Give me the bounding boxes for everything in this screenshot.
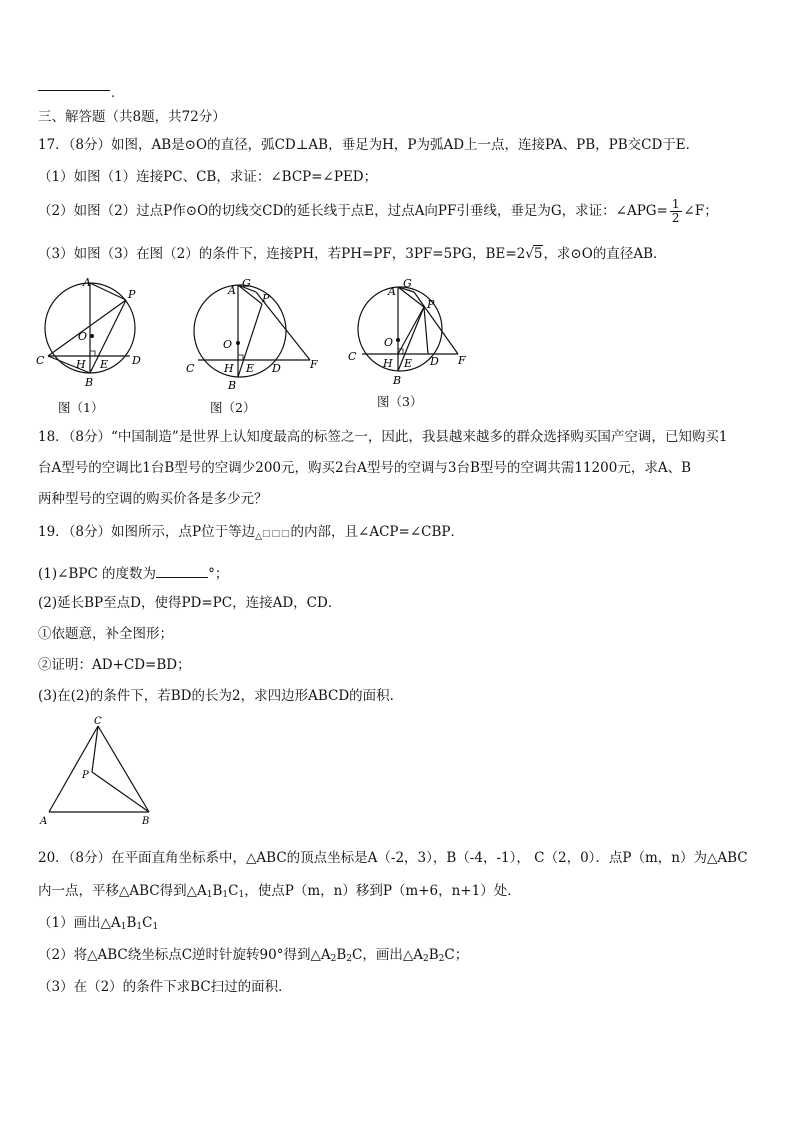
fig2-right-angle-mark (238, 355, 243, 360)
q19-answer-blank (156, 564, 208, 578)
fig2-label-b: B (228, 379, 237, 392)
q20-part2-sub-1: 2 (330, 954, 337, 964)
fig1-segment-pa (90, 283, 126, 300)
q20-part1-text-b: B (126, 915, 137, 931)
q17-figure-1 (30, 278, 160, 398)
fig1-label-a: A (83, 278, 91, 289)
fig2-label-o: O (223, 338, 233, 351)
fig1-center-dot (90, 334, 94, 338)
q19-stem-text-a: 19．（8分）如图所示，点P位于等边 (38, 524, 256, 540)
q18-line-3: 两种型号的空调的购买价各是多少元？ (38, 491, 268, 507)
q19-label-c: C (94, 716, 102, 727)
q18-line-1: 18．（8分）“中国制造”是世界上认知度最高的标签之一，因此，我县越来越多的群众选择购买国产空调，已知购买1 (38, 429, 728, 445)
fig2-label-c: C (186, 362, 195, 375)
q19-part1-text-b: °； (208, 566, 229, 582)
fig3-label-g: G (403, 277, 412, 290)
q17-part3-text-b: ，求⊙O的直径AB． (543, 246, 667, 262)
q20-part1-sub-2: 1 (136, 922, 143, 932)
q17-part2 (38, 198, 718, 225)
fig3-label-e: E (404, 357, 413, 370)
fig1-segment-pc (48, 300, 126, 356)
q20-part2-text-e: C； (444, 947, 469, 963)
fig3-segment-pd (424, 307, 428, 354)
fig3-label-o: O (384, 336, 394, 349)
q19-segment-cp (92, 726, 98, 772)
q17-part3-text-a: （3）如图（3）在图（2）的条件下，连接PH，若PH=PF，3PF=5PG，BE=2 (38, 246, 526, 262)
blank-period: . (111, 86, 116, 101)
q20-line2-text-d: ，使点P（m，n）移到P（m+6，n+1）处． (244, 883, 521, 899)
fraction-numerator: 1 (671, 197, 680, 211)
q19-part2-i: ①依题意，补全图形； (38, 626, 173, 642)
q20-part2-text-d: B (428, 947, 439, 963)
q19-stem (38, 523, 464, 546)
q20-line2-sub-2: 1 (222, 890, 229, 900)
fig3-label-h: H (383, 357, 393, 370)
fig2-label-g: G (242, 277, 251, 290)
q20-part2-text-a: （2）将△ABC绕坐标点C逆时针旋转90°得到△A (38, 947, 331, 963)
q19-label-b: B (142, 816, 150, 827)
q20-part3: （3）在（2）的条件下求BC扫过的面积． (38, 979, 292, 995)
fig2-label-d: D (272, 362, 281, 375)
q17-figure-2 (178, 276, 328, 401)
q17-part2-text-b: ∠F； (683, 203, 718, 219)
q20-part2-sub-4: 2 (438, 954, 445, 964)
q19-part2: (2)延长BP至点D，使得PD=PC，连接AD，CD． (38, 595, 342, 611)
fig1-right-angle-mark (90, 351, 95, 356)
fig1-label-e: E (100, 358, 109, 371)
fig3-segment-ph (398, 307, 424, 354)
fig2-label-a: A (228, 284, 236, 297)
q18-line-2: 台A型号的空调比1台B型号的空调少200元，购买2台A型号的空调与3台B型号的空调共需11200元，求A、B (38, 460, 691, 476)
fig1-label-o: O (78, 330, 88, 343)
q17-part3 (38, 245, 667, 263)
fig1-label-d: D (132, 354, 141, 367)
q19-triangle-symbol: △ (255, 532, 263, 542)
q20-part2-text-c: C，画出△A (352, 947, 423, 963)
q17-figure-3 (340, 274, 480, 394)
q20-part2-text-b: B (336, 947, 347, 963)
q17-stem: 17．（8分）如图，AB是⊙O的直径，弧CD⊥AB，垂足为H，P为弧AD上一点，连接PA、PB，PB交CD于E． (38, 137, 700, 153)
q20-line-2 (38, 882, 521, 904)
fig1-label-p: P (128, 288, 136, 301)
fig1-label-b: B (85, 376, 94, 389)
q20-part1-text-a: （1）画出△A (38, 915, 121, 931)
sqrt-symbol: √ (525, 246, 534, 262)
q17-part2-text-a: （2）如图（2）过点P作⊙O的切线交CD的延长线于点E，过点A向PF引垂线，垂足为G，求证：∠APG= (38, 203, 668, 219)
fig3-label-c: C (348, 350, 357, 363)
q20-part2 (38, 946, 468, 968)
fig3-label-f: F (458, 354, 466, 367)
fig2-label-e: E (246, 362, 255, 375)
q20-line2-sub-3: 1 (238, 890, 245, 900)
q19-side-bc (98, 726, 149, 812)
fig2-label-h: H (224, 362, 234, 375)
fig3-label-a: A (388, 285, 396, 298)
q20-line2-sub-1: 1 (206, 890, 213, 900)
fig2-center-dot (236, 341, 240, 345)
q20-line2-text-c: C (228, 883, 239, 899)
q19-missing-glyphs: □□□ (262, 529, 291, 539)
q17-part1: （1）如图（1）连接PC、CB，求证：∠BCP=∠PED； (38, 169, 378, 185)
previous-answer-blank (38, 90, 110, 91)
half-fraction (670, 198, 682, 225)
q19-part1-text-a: (1)∠BPC 的度数为 (38, 566, 157, 582)
q20-line2-text-a: 内一点，平移△ABC得到△A (38, 883, 207, 899)
q19-segment-pb (92, 772, 149, 812)
fig1-label-c: C (36, 354, 45, 367)
q19-label-p: P (82, 770, 89, 781)
q19-stem-text-b: 的内部，且∠ACP=∠CBP． (290, 524, 464, 540)
fraction-denominator: 2 (671, 211, 680, 225)
section-heading: 三、解答题（共8题，共72分） (38, 109, 226, 125)
q19-part2-ii: ②证明：AD+CD=BD； (38, 657, 191, 673)
q20-part1-sub-1: 1 (120, 922, 127, 932)
sqrt-radicand: 5 (533, 246, 543, 262)
q20-line2-text-b: B (212, 883, 223, 899)
fig2-label-p: P (262, 292, 270, 305)
q20-part1-sub-3: 1 (152, 922, 159, 932)
q20-part1-text-c: C (142, 915, 153, 931)
q17-fig1-caption: 图（1） (58, 400, 104, 415)
q20-line-1: 20．（8分）在平面直角坐标系中，△ABC的顶点坐标是A（-2，3），B（-4，-1）， C（2，0）．点P（m，n）为△ABC (38, 850, 748, 866)
fig2-label-f: F (310, 358, 318, 371)
q19-figure (34, 712, 164, 832)
q17-fig2-caption: 图（2） (210, 400, 256, 415)
q19-label-a: A (40, 816, 48, 827)
q20-part2-sub-3: 2 (422, 954, 429, 964)
q17-fig3-caption: 图（3） (377, 394, 423, 409)
q20-part2-sub-2: 2 (346, 954, 353, 964)
q19-part1 (38, 564, 228, 583)
fig3-label-d: D (430, 355, 439, 368)
fig3-label-b: B (393, 374, 402, 387)
fig3-center-dot (396, 338, 400, 342)
fig3-label-p: P (427, 298, 435, 311)
fig3-segment-pa (398, 287, 424, 307)
q19-part3: (3)在(2)的条件下，若BD的长为2，求四边形ABCD的面积． (38, 688, 404, 704)
q19-side-ac (49, 726, 98, 812)
q20-part1 (38, 914, 158, 936)
fig1-label-h: H (76, 358, 86, 371)
fig3-tangent-gf (414, 292, 458, 354)
